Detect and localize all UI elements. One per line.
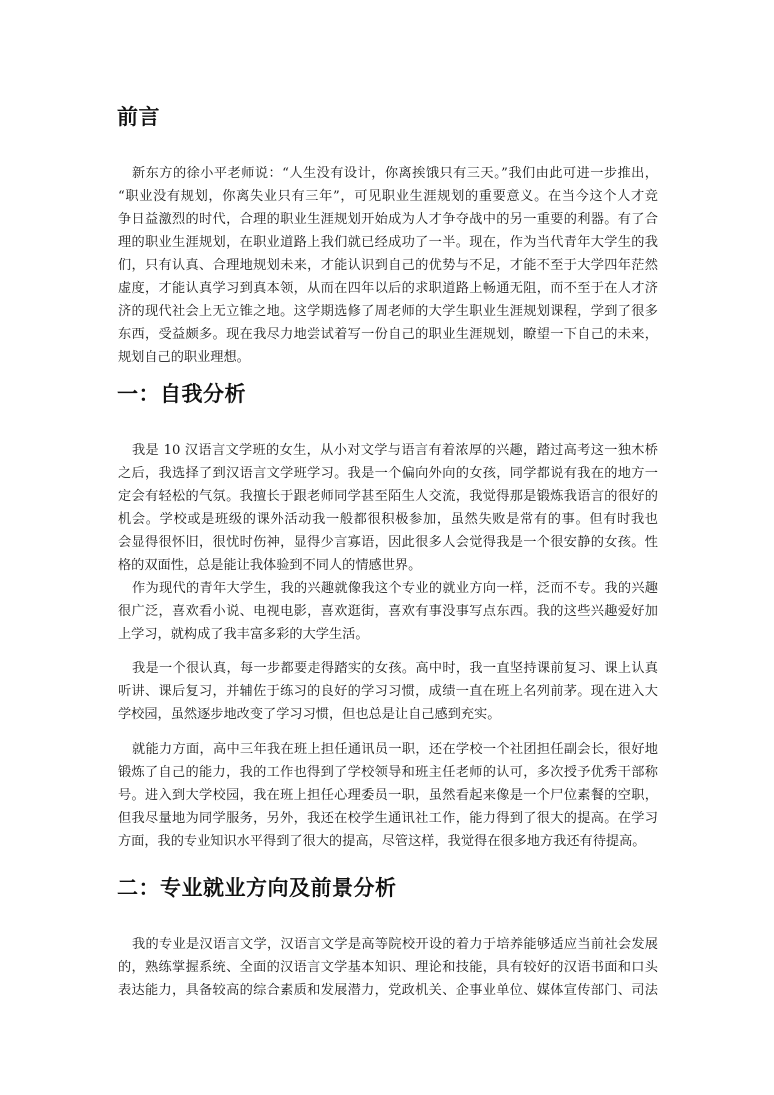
text-line: 机会。学校或是班级的课外活动我一般都很积极参加，虽然失败是常有的事。但有时我也 — [118, 512, 658, 527]
text-line: 听讲、课后复习，并辅佐于练习的良好的学习习惯，成绩一直在班上名列前茅。现在进入大 — [118, 684, 658, 699]
career-prospects-paragraph — [118, 933, 658, 1002]
text-line: 新东方的徐小平老师说：“人生没有设计，你离挨饿只有三天。”我们由此可进一步推出， — [132, 166, 658, 181]
self-analysis-paragraph-3 — [118, 657, 658, 726]
self-analysis-paragraph-4 — [118, 738, 658, 853]
text-line: 们，只有认真、合理地规划未来，才能认识到自己的优势与不足，才能不至于大学四年茫然 — [118, 258, 658, 273]
text-line: 锻炼了自己的能力，我的工作也得到了学校领导和班主任老师的认可，多次授予优秀干部称 — [118, 765, 658, 780]
self-analysis-paragraph-1 — [118, 439, 658, 577]
text-line: 但我尽量地为同学服务，另外，我还在校学生通讯社工作，能力得到了很大的提高。在学习 — [118, 811, 658, 826]
section-heading-preface: 前言 — [117, 105, 160, 129]
text-line: 东西，受益颇多。现在我尽力地尝试着写一份自己的职业生涯规划，瞭望一下自己的未来， — [118, 327, 658, 342]
text-line: 定会有轻松的气氛。我擅长于跟老师同学甚至陌生人交流，我觉得那是锻炼我语言的很好的 — [118, 489, 658, 504]
text-line: 我的专业是汉语言文学，汉语言文学是高等院校开设的着力于培养能够适应当前社会发展 — [132, 937, 658, 952]
self-analysis-paragraph-2 — [118, 577, 658, 646]
text-line: 济的现代社会上无立锥之地。这学期选修了周老师的大学生职业生涯规划课程，学到了很多 — [118, 304, 658, 319]
text-line: 上学习，就构成了我丰富多彩的大学生活。 — [118, 627, 369, 642]
text-line: 学校园，虽然逐步地改变了学习习惯，但也总是让自己感到充实。 — [118, 707, 501, 722]
text-line: 之后，我选择了到汉语言文学班学习。我是一个偏向外向的女孩，同学都说有我在的地方一 — [118, 466, 658, 481]
text-line: 我是 10 汉语言文学班的女生，从小对文学与语言有着浓厚的兴趣，踏过高考这一独木桥 — [132, 443, 658, 458]
text-line: 号。进入到大学校园，我在班上担任心理委员一职，虽然看起来像是一个尸位素餐的空职， — [118, 788, 658, 803]
text-line: 争日益激烈的时代，合理的职业生涯规划开始成为人才争夺战中的另一重要的利器。有了合 — [118, 212, 658, 227]
text-line: 格的双面性，总是能让我体验到不同人的情感世界。 — [118, 558, 422, 573]
text-line: 作为现代的青年大学生，我的兴趣就像我这个专业的就业方向一样，泛而不专。我的兴趣 — [132, 581, 658, 596]
preface-paragraph — [118, 162, 658, 369]
text-line: 会显得很怀旧，很忧时伤神，显得少言寡语，因此很多人会觉得我是一个很安静的女孩。性 — [118, 535, 658, 550]
text-line: 虚度，才能认真学习到真本领，从而在四年以后的求职道路上畅通无阻，而不至于在人才济 — [118, 281, 658, 296]
text-line: “职业没有规划，你离失业只有三年”，可见职业生涯规划的重要意义。在当今这个人才竞 — [118, 189, 658, 204]
text-line: 规划自己的职业理想。 — [118, 350, 250, 365]
text-line: 方面，我的专业知识水平得到了很大的提高，尽管这样，我觉得在很多地方我还有待提高。 — [118, 834, 646, 849]
section-heading-career-prospects: 二：专业就业方向及前景分析 — [117, 876, 397, 900]
text-line: 的，熟练掌握系统、全面的汉语言文学基本知识、理论和技能，具有较好的汉语书面和口头 — [118, 960, 658, 975]
section-heading-self-analysis: 一：自我分析 — [117, 382, 246, 406]
text-line: 就能力方面，高中三年我在班上担任通讯员一职，还在学校一个社团担任副会长，很好地 — [132, 742, 658, 757]
text-line: 我是一个很认真，每一步都要走得踏实的女孩。高中时，我一直坚持课前复习、课上认真 — [132, 661, 658, 676]
text-line: 表达能力，具备较高的综合素质和发展潜力，党政机关、企事业单位、媒体宣传部门、司法 — [118, 983, 658, 998]
text-line: 理的职业生涯规划，在职业道路上我们就已经成功了一半。现在，作为当代青年大学生的我 — [118, 235, 658, 250]
text-line: 很广泛，喜欢看小说、电视电影，喜欢逛街，喜欢有事没事写点东西。我的这些兴趣爱好加 — [118, 604, 658, 619]
